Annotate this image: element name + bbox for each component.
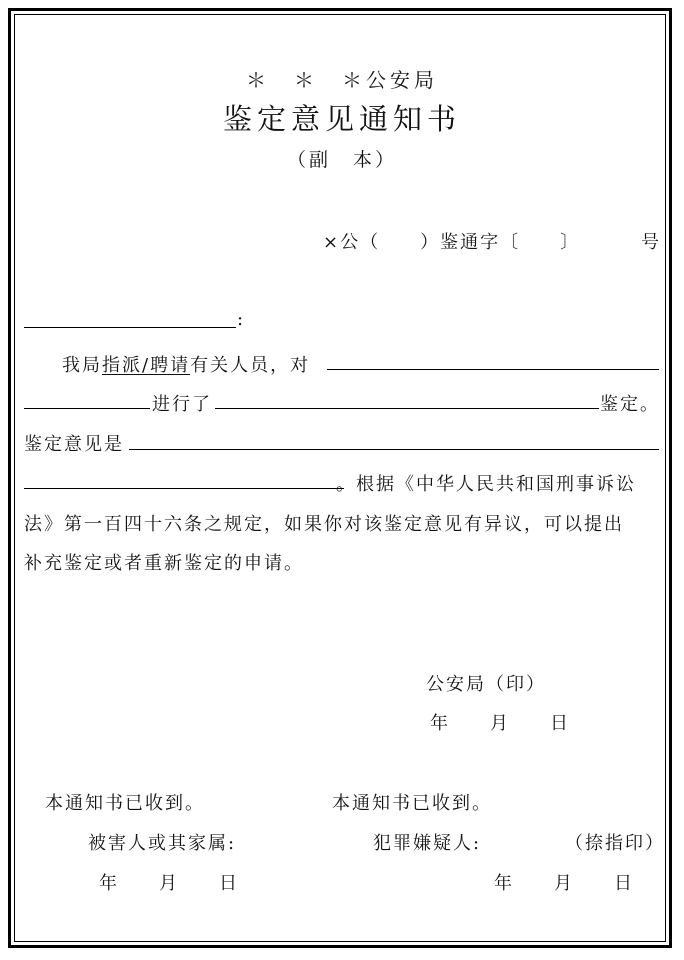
- line1-mid: 有关人员，对: [190, 355, 311, 376]
- line4-end: 。根据《中华人民共和国刑事诉讼: [336, 474, 636, 495]
- suspect-received: 本通知书已收到。: [332, 793, 492, 814]
- line3-start: 鉴定意见是: [24, 434, 124, 455]
- document-number: ×公（ ）鉴通字〔 〕: [323, 232, 581, 253]
- victim-label: 被害人或其家属:: [88, 833, 237, 854]
- opinion-blank-continued[interactable]: [24, 488, 344, 489]
- opinion-blank[interactable]: [129, 449, 659, 450]
- document-number-suffix: 号: [641, 232, 659, 253]
- line2-end: 鉴定。: [600, 394, 660, 415]
- copy-label: （副 本）: [286, 149, 397, 171]
- suspect-date: 年 月 日: [494, 873, 634, 894]
- fingerprint-label: （捺指印）: [565, 833, 665, 854]
- line1-start: 我局: [62, 355, 102, 376]
- body-line1: [62, 351, 310, 377]
- suspect-label: 犯罪嫌疑人:: [373, 833, 482, 854]
- line2-mid: 进行了: [152, 394, 212, 415]
- victim-received: 本通知书已收到。: [45, 793, 205, 814]
- line6: 补充鉴定或者重新鉴定的申请。: [24, 553, 304, 574]
- issuer-seal: 公安局（印）: [426, 674, 546, 695]
- line5: 法》第一百四十六条之规定，如果你对该鉴定意见有异议，可以提出: [24, 514, 624, 535]
- subject-blank-continued[interactable]: [24, 408, 150, 409]
- appraisal-type-blank[interactable]: [215, 408, 599, 409]
- subject-blank[interactable]: [327, 369, 659, 370]
- addressee-blank[interactable]: [24, 327, 236, 328]
- document-title: 鉴定意见通知书: [222, 102, 461, 136]
- victim-date: 年 月 日: [99, 873, 239, 894]
- line1-options: 指派/聘请: [102, 355, 191, 376]
- addressee-colon: :: [237, 309, 246, 330]
- agency-name: ＊ ＊ ＊公安局: [246, 68, 438, 92]
- issue-date: 年 月 日: [430, 713, 570, 734]
